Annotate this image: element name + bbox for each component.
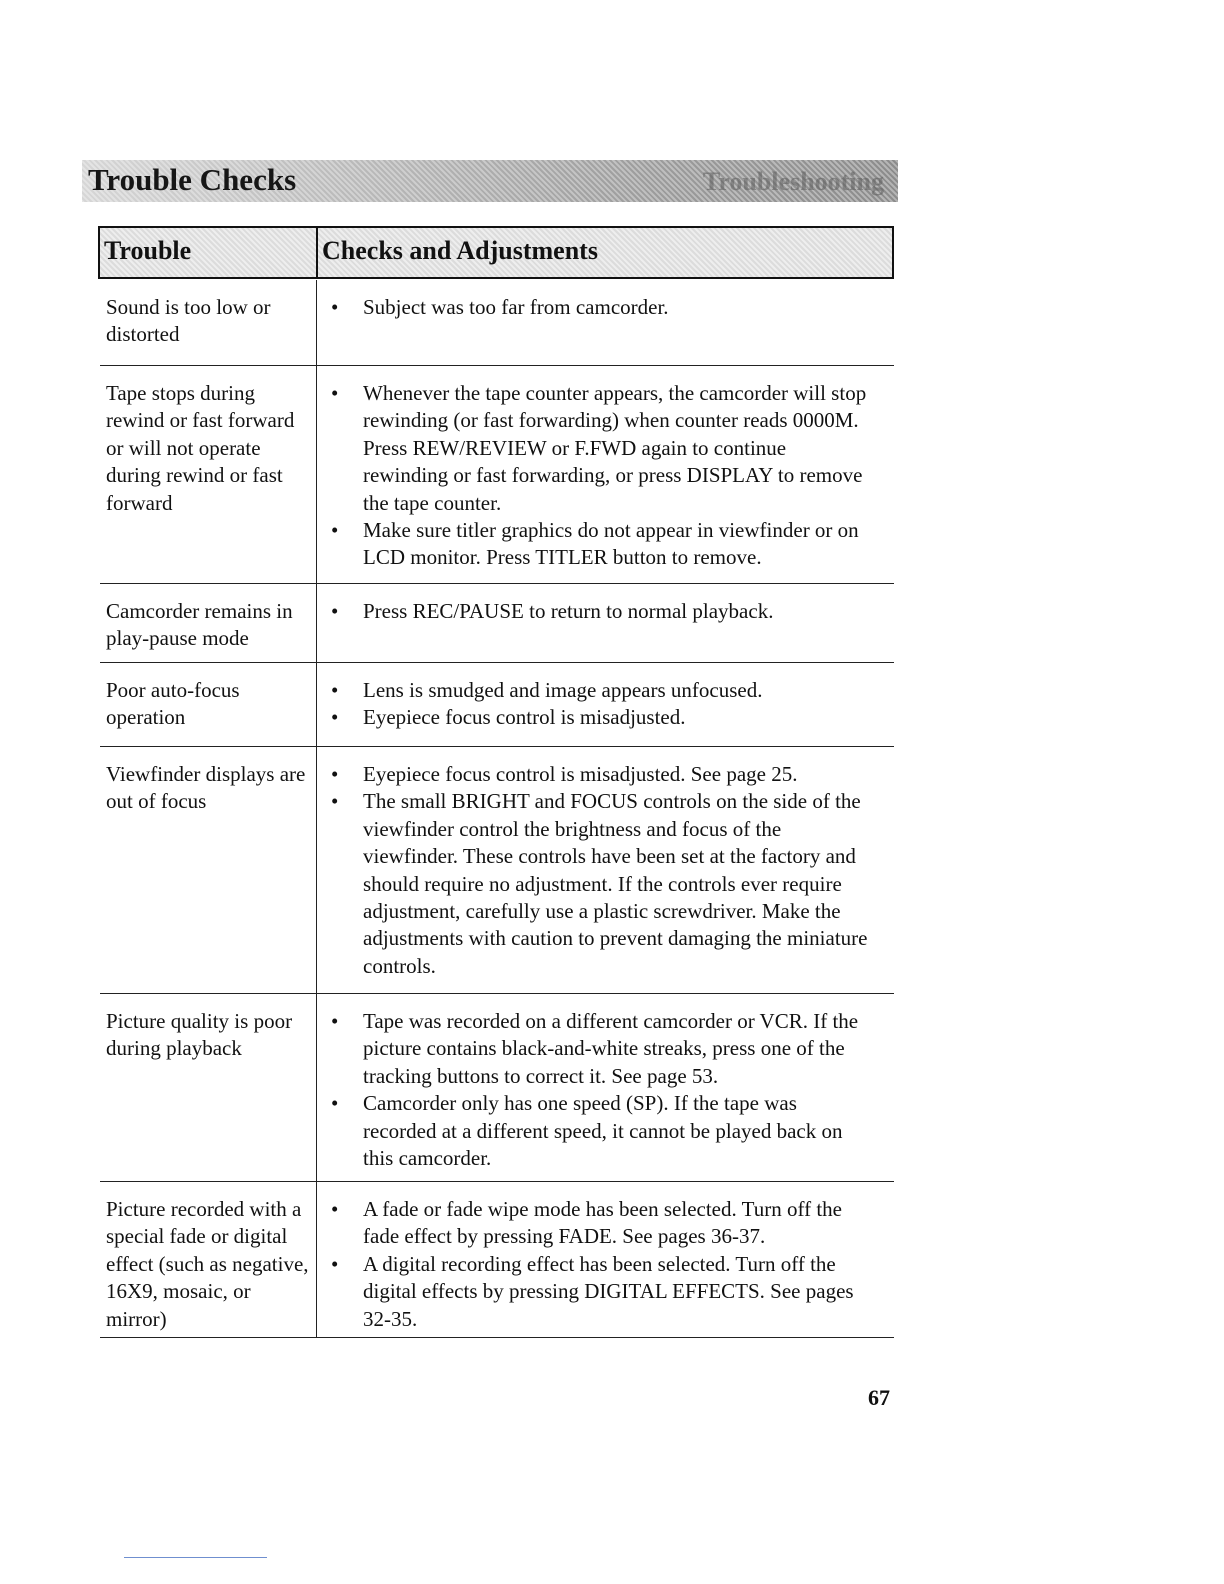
check-item: • A fade or fade wipe mode has been selected. Turn off the fade effect by pressing FADE. See pages 36-37. [331,1196,875,1251]
table-row [100,366,894,584]
check-item: • Eyepiece focus control is misadjusted. See page 25. [331,761,875,788]
trouble-cell: Sound is too low or distorted [106,295,271,347]
check-item: • Press REC/PAUSE to return to normal playback. [331,598,875,625]
table-row [100,1182,894,1338]
checks-cell [316,1182,895,1337]
checks-cell [316,280,895,365]
table-row [100,663,894,747]
checks-cell [316,994,895,1181]
trouble-cell: Picture quality is poor during playback [106,1009,293,1061]
check-item: • The small BRIGHT and FOCUS controls on the side of the viewfinder control the brightness and focus of the viewfinder. These controls have been set at the factory and should require no adjustment. If the controls ever require adjustment, carefully use a plastic screwdriver. Make the adjustments with caution to prevent damaging the miniature controls. [331,788,875,980]
check-item: • A digital recording effect has been selected. Turn off the digital effects by pressing DIGITAL EFFECTS. See pages 32-35. [331,1251,875,1333]
header-checks [316,226,894,279]
check-item: • Eyepiece focus control is misadjusted. [331,704,875,731]
checks-cell [316,366,895,583]
check-item: • Make sure titler graphics do not appear in viewfinder or on LCD monitor. Press TITLER button to remove. [331,517,875,572]
section-banner [82,160,898,202]
trouble-cell: Poor auto-focus operation [106,678,240,730]
check-item: • Lens is smudged and image appears unfocused. [331,677,875,704]
footer-divider [124,1557,267,1558]
check-item: • Camcorder only has one speed (SP). If the tape was recorded at a different speed, it cannot be played back on this camcorder. [331,1090,875,1172]
table-row [100,994,894,1182]
header-trouble-label: Trouble [104,236,192,265]
check-item: • Whenever the tape counter appears, the camcorder will stop rewinding (or fast forwarding) when counter reads 0000M. Press REW/REVIEW or F.FWD again to continue rewinding or fast forwarding, or press DISPLAY to remove the tape counter. [331,380,875,517]
check-item: • Tape was recorded on a different camcorder or VCR. If the picture contains black-and-white streaks, press one of the tracking buttons to correct it. See page 53. [331,1008,875,1090]
trouble-cell: Viewfinder displays are out of focus [106,762,306,814]
header-trouble [98,226,318,279]
header-checks-label: Checks and Adjustments [322,236,598,265]
page-number: 67 [868,1385,890,1410]
checks-cell [316,663,895,746]
table-row [100,280,894,366]
trouble-cell: Camcorder remains in play-pause mode [106,599,293,651]
section-title: Trouble Checks [88,162,297,197]
checks-cell [316,747,895,993]
checks-cell [316,584,895,662]
table-row [100,584,894,663]
trouble-cell: Tape stops during rewind or fast forward or will not operate during rewind or fast forward [106,381,295,515]
trouble-cell: Picture recorded with a special fade or digital effect (such as negative, 16X9, mosaic, or mirror) [106,1197,309,1331]
check-item: • Subject was too far from camcorder. [331,294,875,321]
section-subtitle: Troubleshooting [702,167,884,196]
table-row [100,747,894,994]
